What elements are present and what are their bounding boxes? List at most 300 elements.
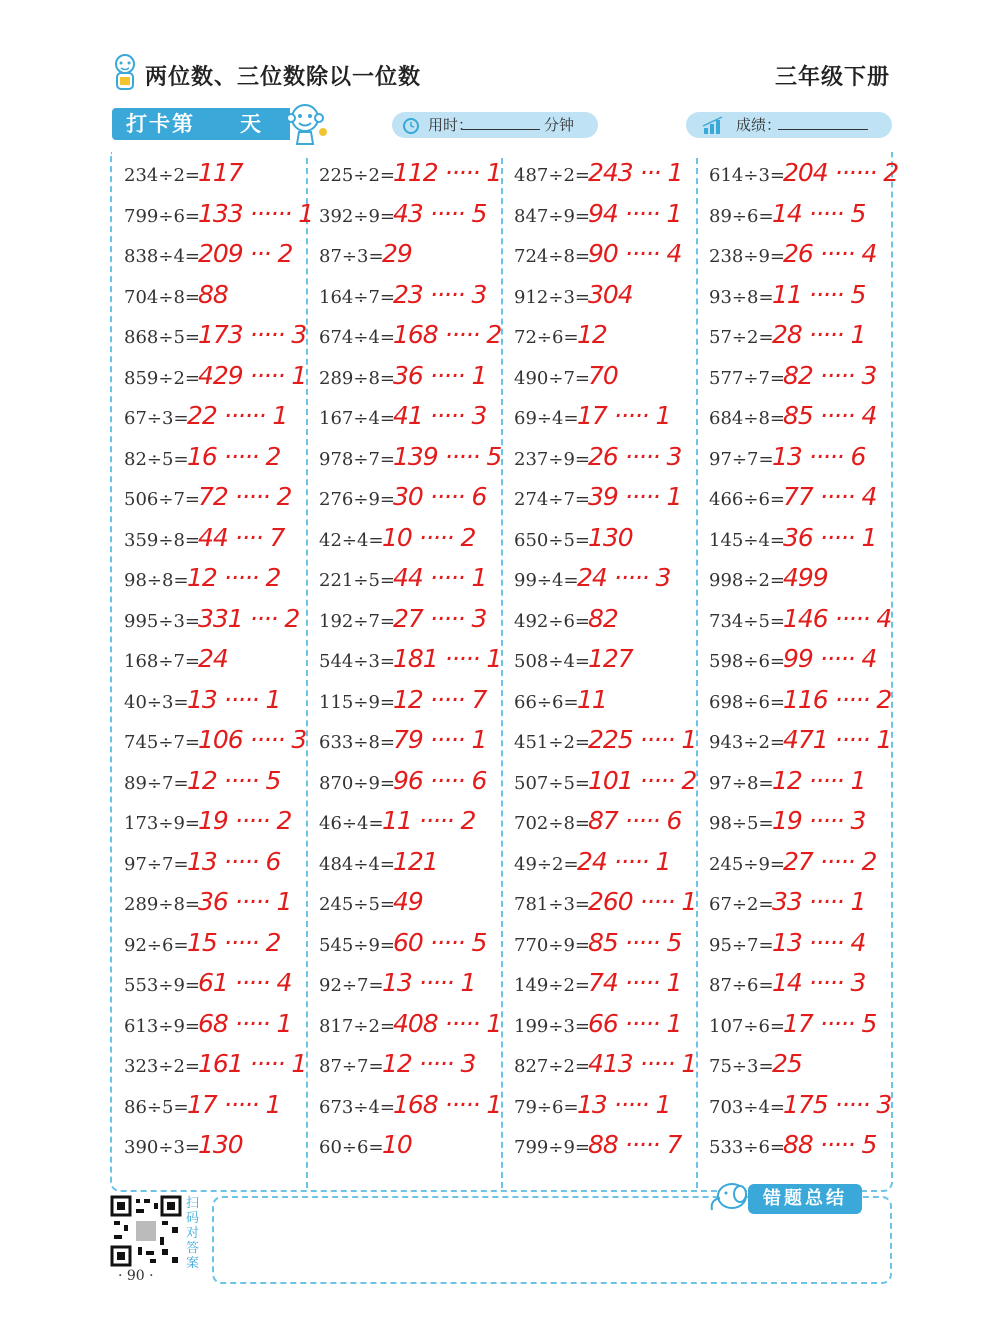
problem-question: 870÷9= xyxy=(319,772,395,794)
problem-question: 745÷7= xyxy=(124,732,200,753)
handwritten-answer: 29 xyxy=(382,239,412,268)
problem-question: 49÷2= xyxy=(514,853,579,875)
handwritten-answer: 17 ····· 1 xyxy=(187,1089,281,1119)
handwritten-answer: 88 ····· 5 xyxy=(783,1130,877,1159)
problem-row xyxy=(500,847,690,888)
problem-question: 164÷7= xyxy=(319,286,395,308)
handwritten-answer: 26 ····· 4 xyxy=(783,239,877,268)
problem-question: 507÷5= xyxy=(514,772,590,794)
problem-row xyxy=(500,199,690,240)
problem-question: 703÷4= xyxy=(709,1096,785,1118)
problem-row xyxy=(305,482,495,523)
problem-row xyxy=(305,968,495,1009)
problem-question: 173÷9= xyxy=(124,813,200,834)
problem-question: 734÷5= xyxy=(709,610,785,632)
problem-row xyxy=(500,442,690,483)
problem-row xyxy=(695,928,885,969)
problem-question: 98÷5= xyxy=(709,813,774,834)
problem-row xyxy=(500,239,690,280)
problem-question: 487÷2= xyxy=(514,165,590,186)
handwritten-answer: 12 ····· 7 xyxy=(393,684,487,714)
problem-row xyxy=(500,725,697,766)
problem-row xyxy=(110,847,300,888)
problem-question: 827÷2= xyxy=(514,1056,590,1077)
handwritten-answer: 27 ····· 3 xyxy=(393,603,487,633)
problem-question: 87÷3= xyxy=(319,246,384,267)
handwritten-answer: 12 xyxy=(577,320,607,349)
handwritten-answer: 10 ····· 2 xyxy=(382,522,476,552)
problem-row xyxy=(695,968,885,1009)
problem-question: 99÷4= xyxy=(514,570,579,591)
handwritten-answer: 33 ····· 1 xyxy=(772,887,866,916)
problem-row xyxy=(500,482,690,523)
handwritten-answer: 11 xyxy=(577,684,607,714)
checkin-banner xyxy=(112,108,290,140)
problem-question: 69÷4= xyxy=(514,408,579,429)
problem-question: 274÷7= xyxy=(514,489,590,510)
problem-question: 390÷3= xyxy=(124,1137,200,1158)
problem-row xyxy=(305,401,495,442)
problem-row xyxy=(305,361,495,402)
problem-question: 234÷2= xyxy=(124,165,200,186)
handwritten-answer: 101 ····· 2 xyxy=(588,765,697,795)
handwritten-answer: 13 ····· 6 xyxy=(772,441,866,471)
problem-column xyxy=(695,158,899,1171)
problem-question: 702÷8= xyxy=(514,813,590,834)
handwritten-answer: 79 ····· 1 xyxy=(393,725,487,754)
problem-row xyxy=(305,320,502,361)
bar-chart-icon xyxy=(702,116,724,134)
problem-column xyxy=(500,158,697,1171)
problem-row xyxy=(110,1049,307,1090)
handwritten-answer: 181 ····· 1 xyxy=(393,644,502,673)
handwritten-answer: 173 ····· 3 xyxy=(198,320,307,349)
problem-question: 868÷5= xyxy=(124,327,200,348)
problem-question: 289÷8= xyxy=(124,894,200,915)
problem-row xyxy=(500,887,697,928)
problem-question: 323÷2= xyxy=(124,1056,200,1077)
problem-row xyxy=(500,644,690,685)
handwritten-answer: 68 ····· 1 xyxy=(198,1008,292,1038)
problem-row xyxy=(110,604,300,645)
problem-row xyxy=(305,158,502,199)
problem-row xyxy=(305,441,502,483)
problem-question: 799÷6= xyxy=(124,205,200,227)
problem-row xyxy=(500,320,690,361)
problem-row xyxy=(695,725,892,766)
problem-row xyxy=(305,806,495,847)
handwritten-answer: 77 ····· 4 xyxy=(783,482,877,511)
handwritten-answer: 12 ····· 5 xyxy=(187,765,281,795)
problem-question: 484÷4= xyxy=(319,853,395,875)
problem-row xyxy=(695,239,885,280)
problem-question: 237÷9= xyxy=(514,448,590,470)
problem-row xyxy=(500,1090,690,1131)
qr-code-icon[interactable] xyxy=(110,1195,182,1267)
handwritten-answer: 19 ····· 2 xyxy=(198,806,292,835)
problem-row xyxy=(695,523,885,564)
problem-row xyxy=(695,806,885,847)
problem-question: 75÷3= xyxy=(709,1056,774,1077)
problem-question: 57÷2= xyxy=(709,327,774,348)
handwritten-answer: 130 xyxy=(588,522,633,552)
problem-row xyxy=(110,806,300,847)
problem-row xyxy=(695,1089,892,1131)
problem-question: 86÷5= xyxy=(124,1096,189,1118)
handwritten-answer: 15 ····· 2 xyxy=(187,927,281,957)
handwritten-answer: 11 ····· 5 xyxy=(772,279,866,309)
problem-row xyxy=(695,361,885,402)
page-title: 两位数、三位数除以一位数 xyxy=(145,65,422,90)
problem-row xyxy=(110,887,300,928)
handwritten-answer: 304 xyxy=(588,279,633,309)
problem-question: 508÷4= xyxy=(514,651,590,672)
problem-question: 67÷3= xyxy=(124,408,189,429)
problem-question: 42÷4= xyxy=(319,529,384,551)
problem-question: 60÷6= xyxy=(319,1137,384,1158)
problem-row xyxy=(305,563,495,604)
time-used-label: 用时： xyxy=(428,116,474,134)
handwritten-answer: 161 ····· 1 xyxy=(198,1049,307,1078)
problem-row xyxy=(695,1130,885,1171)
problem-question: 82÷5= xyxy=(124,448,189,470)
problem-row xyxy=(305,928,495,969)
handwritten-answer: 17 ····· 1 xyxy=(577,401,671,430)
problem-question: 66÷6= xyxy=(514,691,579,713)
problem-row xyxy=(500,928,690,969)
problem-question: 97÷8= xyxy=(709,772,774,794)
problem-question: 533÷6= xyxy=(709,1137,785,1158)
problem-question: 392÷9= xyxy=(319,205,395,227)
problem-question: 87÷7= xyxy=(319,1056,384,1077)
problem-row xyxy=(500,1130,690,1171)
handwritten-answer: 39 ····· 1 xyxy=(588,482,682,511)
problem-question: 145÷4= xyxy=(709,529,785,551)
problem-row xyxy=(500,765,697,807)
handwritten-answer: 94 ····· 1 xyxy=(588,198,682,228)
problem-row xyxy=(500,604,690,645)
problem-row xyxy=(110,442,300,483)
page-number: · 90 · xyxy=(118,1268,154,1284)
problem-row xyxy=(110,644,300,685)
handwritten-answer: 72 ····· 2 xyxy=(198,482,292,511)
grade-label: 三年级下册 xyxy=(774,65,890,90)
handwritten-answer: 260 ····· 1 xyxy=(588,887,697,916)
problem-question: 46÷4= xyxy=(319,813,384,834)
problem-row xyxy=(695,887,885,928)
handwritten-answer: 14 ····· 3 xyxy=(772,968,866,997)
handwritten-answer: 175 ····· 3 xyxy=(783,1089,892,1119)
problem-row xyxy=(305,847,495,888)
scan-answers-label: 扫码对答案 xyxy=(186,1196,200,1271)
problem-row xyxy=(305,766,495,807)
problem-row xyxy=(305,239,495,280)
problem-row xyxy=(110,928,300,969)
problem-question: 451÷2= xyxy=(514,732,590,753)
problem-question: 95÷7= xyxy=(709,934,774,956)
problem-row xyxy=(695,847,885,888)
problem-row xyxy=(305,1008,502,1050)
handwritten-answer: 36 ····· 1 xyxy=(393,360,487,390)
problem-question: 674÷4= xyxy=(319,327,395,348)
problem-row xyxy=(500,158,690,199)
problem-question: 97÷7= xyxy=(709,448,774,470)
problem-row xyxy=(695,401,885,442)
handwritten-answer: 28 ····· 1 xyxy=(772,320,866,349)
handwritten-answer: 133 ······ 1 xyxy=(198,198,314,228)
handwritten-answer: 87 ····· 6 xyxy=(588,806,682,835)
problem-question: 492÷6= xyxy=(514,610,590,632)
handwritten-answer: 24 xyxy=(198,644,228,673)
handwritten-answer: 12 ····· 2 xyxy=(187,563,281,592)
problem-question: 466÷6= xyxy=(709,489,785,510)
problem-row xyxy=(695,482,885,523)
handwritten-answer: 499 xyxy=(783,563,828,592)
problem-question: 79÷6= xyxy=(514,1096,579,1118)
problem-row xyxy=(110,239,300,280)
handwritten-answer: 204 ······ 2 xyxy=(783,158,899,187)
handwritten-answer: 14 ····· 5 xyxy=(772,198,866,228)
problem-row xyxy=(305,725,495,766)
tiger-logo-icon xyxy=(108,52,142,92)
problem-question: 544÷3= xyxy=(319,651,395,672)
error-summary-label: 错题总结 xyxy=(748,1184,862,1214)
handwritten-answer: 23 ····· 3 xyxy=(393,279,487,309)
problem-question: 221÷5= xyxy=(319,570,395,591)
problem-row xyxy=(695,199,885,240)
problem-question: 650÷5= xyxy=(514,529,590,551)
handwritten-answer: 96 ····· 6 xyxy=(393,765,487,795)
problem-question: 912÷3= xyxy=(514,286,590,308)
problem-question: 838÷4= xyxy=(124,246,200,267)
problem-question: 168÷7= xyxy=(124,651,200,672)
handwritten-answer: 112 ····· 1 xyxy=(393,158,502,187)
problem-row xyxy=(500,280,690,321)
handwritten-answer: 243 ··· 1 xyxy=(588,158,683,187)
problem-question: 289÷8= xyxy=(319,367,395,389)
handwritten-answer: 13 ····· 4 xyxy=(772,927,866,957)
problem-question: 724÷8= xyxy=(514,246,590,267)
handwritten-answer: 429 ····· 1 xyxy=(198,360,307,390)
problem-question: 847÷9= xyxy=(514,205,590,227)
score-blank[interactable] xyxy=(778,129,868,130)
time-unit-label: 分钟 xyxy=(544,116,575,134)
problem-row xyxy=(110,685,300,726)
problem-row xyxy=(500,1009,690,1050)
problem-question: 781÷3= xyxy=(514,894,590,915)
problem-row xyxy=(695,684,892,726)
handwritten-answer: 331 ···· 2 xyxy=(198,603,300,633)
problem-question: 89÷7= xyxy=(124,772,189,794)
problem-question: 545÷9= xyxy=(319,934,395,956)
handwritten-answer: 99 ····· 4 xyxy=(783,644,877,673)
handwritten-answer: 130 xyxy=(198,1130,243,1159)
problem-row xyxy=(305,685,495,726)
problem-question: 943÷2= xyxy=(709,732,785,753)
problem-row xyxy=(305,523,495,564)
time-used-blank[interactable] xyxy=(462,129,540,130)
handwritten-answer: 70 xyxy=(588,360,618,390)
problem-question: 553÷9= xyxy=(124,975,200,996)
handwritten-answer: 127 xyxy=(588,644,633,673)
handwritten-answer: 17 ····· 5 xyxy=(783,1008,877,1038)
problem-question: 770÷9= xyxy=(514,934,590,956)
handwritten-answer: 25 xyxy=(772,1049,802,1078)
handwritten-answer: 13 ····· 1 xyxy=(187,684,281,714)
problem-question: 97÷7= xyxy=(124,853,189,875)
problem-row xyxy=(305,199,495,240)
handwritten-answer: 88 xyxy=(198,279,228,309)
handwritten-answer: 24 ····· 3 xyxy=(577,563,671,592)
handwritten-answer: 30 ····· 6 xyxy=(393,482,487,511)
handwritten-answer: 36 ····· 1 xyxy=(783,522,877,552)
handwritten-answer: 44 ···· 7 xyxy=(198,522,285,552)
problem-row xyxy=(695,320,885,361)
problem-row xyxy=(110,968,300,1009)
problem-row xyxy=(305,1130,495,1171)
problem-row xyxy=(305,644,502,685)
problem-question: 115÷9= xyxy=(319,691,395,713)
problem-question: 859÷2= xyxy=(124,367,200,389)
handwritten-answer: 209 ··· 2 xyxy=(198,239,293,268)
handwritten-answer: 66 ····· 1 xyxy=(588,1008,682,1038)
handwritten-answer: 116 ····· 2 xyxy=(783,684,892,714)
handwritten-answer: 168 ····· 2 xyxy=(393,320,502,349)
handwritten-answer: 13 ····· 1 xyxy=(382,968,476,997)
problem-row xyxy=(695,442,885,483)
handwritten-answer: 11 ····· 2 xyxy=(382,806,476,835)
handwritten-answer: 121 xyxy=(393,846,438,876)
problem-row xyxy=(305,1049,495,1090)
checkin-day-label: 天 xyxy=(240,112,263,136)
checkin-label: 打卡第 xyxy=(126,112,195,136)
problem-row xyxy=(695,158,899,199)
handwritten-answer: 26 ····· 3 xyxy=(588,441,682,471)
monkey-mascot-icon xyxy=(283,98,331,146)
handwritten-answer: 139 ····· 5 xyxy=(393,441,502,471)
problem-row xyxy=(110,1009,300,1050)
problem-row xyxy=(500,968,690,1009)
problem-row xyxy=(305,604,495,645)
problem-question: 149÷2= xyxy=(514,975,590,996)
handwritten-answer: 225 ····· 1 xyxy=(588,725,697,754)
handwritten-answer: 168 ····· 1 xyxy=(393,1089,502,1119)
problem-question: 614÷3= xyxy=(709,165,785,186)
handwritten-answer: 12 ····· 1 xyxy=(772,765,866,795)
handwritten-answer: 90 ····· 4 xyxy=(588,239,682,268)
problem-row xyxy=(110,280,300,321)
problem-question: 72÷6= xyxy=(514,327,579,348)
problem-row xyxy=(695,563,885,604)
handwritten-answer: 49 xyxy=(393,887,423,916)
problem-question: 276÷9= xyxy=(319,489,395,510)
problem-question: 359÷8= xyxy=(124,529,200,551)
problem-question: 613÷9= xyxy=(124,1015,200,1037)
problem-question: 673÷4= xyxy=(319,1096,395,1118)
problem-question: 89÷6= xyxy=(709,205,774,227)
problem-column xyxy=(110,158,314,1171)
problem-row xyxy=(305,1089,502,1131)
handwritten-answer: 146 ····· 4 xyxy=(783,603,892,633)
problem-column xyxy=(305,158,502,1171)
score-label: 成绩： xyxy=(736,116,782,134)
score-field xyxy=(686,112,892,138)
handwritten-answer: 85 ····· 4 xyxy=(783,401,877,430)
problem-question: 245÷9= xyxy=(709,853,785,875)
problem-question: 67÷2= xyxy=(709,894,774,915)
problem-row xyxy=(500,401,690,442)
problem-question: 704÷8= xyxy=(124,286,200,308)
handwritten-answer: 44 ····· 1 xyxy=(393,563,487,592)
problem-row xyxy=(110,360,307,402)
problem-row xyxy=(695,603,892,645)
handwritten-answer: 408 ····· 1 xyxy=(393,1008,502,1038)
handwritten-answer: 16 ····· 2 xyxy=(187,441,281,471)
problem-question: 167÷4= xyxy=(319,408,395,429)
handwritten-answer: 106 ····· 3 xyxy=(198,725,307,754)
handwritten-answer: 61 ····· 4 xyxy=(198,968,292,997)
problem-question: 799÷9= xyxy=(514,1137,590,1158)
handwritten-answer: 82 xyxy=(588,603,618,633)
problem-row xyxy=(695,644,885,685)
problem-row xyxy=(500,806,690,847)
problem-row xyxy=(110,198,314,240)
handwritten-answer: 19 ····· 3 xyxy=(772,806,866,835)
handwritten-answer: 471 ····· 1 xyxy=(783,725,892,754)
handwritten-answer: 36 ····· 1 xyxy=(198,887,292,916)
problem-question: 698÷6= xyxy=(709,691,785,713)
problem-row xyxy=(110,725,307,766)
problem-row xyxy=(695,280,885,321)
time-used-field xyxy=(392,112,598,138)
handwritten-answer: 10 xyxy=(382,1130,412,1159)
problem-row xyxy=(110,401,300,442)
problem-question: 98÷8= xyxy=(124,570,189,591)
problem-question: 92÷6= xyxy=(124,934,189,956)
problem-question: 598÷6= xyxy=(709,651,785,672)
problem-question: 40÷3= xyxy=(124,691,189,713)
handwritten-answer: 82 ····· 3 xyxy=(783,360,877,390)
handwritten-answer: 24 ····· 1 xyxy=(577,846,671,876)
problem-question: 107÷6= xyxy=(709,1015,785,1037)
handwritten-answer: 85 ····· 5 xyxy=(588,927,682,957)
alarm-clock-icon xyxy=(402,116,420,134)
problem-question: 93÷8= xyxy=(709,286,774,308)
problem-question: 506÷7= xyxy=(124,489,200,510)
problem-row xyxy=(110,1130,300,1171)
problem-row xyxy=(500,1049,697,1090)
problem-question: 245÷5= xyxy=(319,894,395,915)
problem-question: 92÷7= xyxy=(319,975,384,996)
problem-row xyxy=(695,766,885,807)
handwritten-answer: 74 ····· 1 xyxy=(588,968,682,997)
handwritten-answer: 43 ····· 5 xyxy=(393,198,487,228)
handwritten-answer: 88 ····· 7 xyxy=(588,1130,682,1159)
problem-row xyxy=(110,158,300,199)
handwritten-answer: 22 ······ 1 xyxy=(187,401,288,430)
problem-row xyxy=(500,361,690,402)
problem-row xyxy=(110,563,300,604)
problem-question: 998÷2= xyxy=(709,570,785,591)
problem-row xyxy=(695,1049,885,1090)
problem-row xyxy=(500,685,690,726)
problem-question: 817÷2= xyxy=(319,1015,395,1037)
problem-row xyxy=(500,563,690,604)
handwritten-answer: 41 ····· 3 xyxy=(393,401,487,430)
problem-row xyxy=(305,887,495,928)
elephant-icon xyxy=(706,1180,752,1214)
handwritten-answer: 13 ····· 1 xyxy=(577,1089,671,1119)
